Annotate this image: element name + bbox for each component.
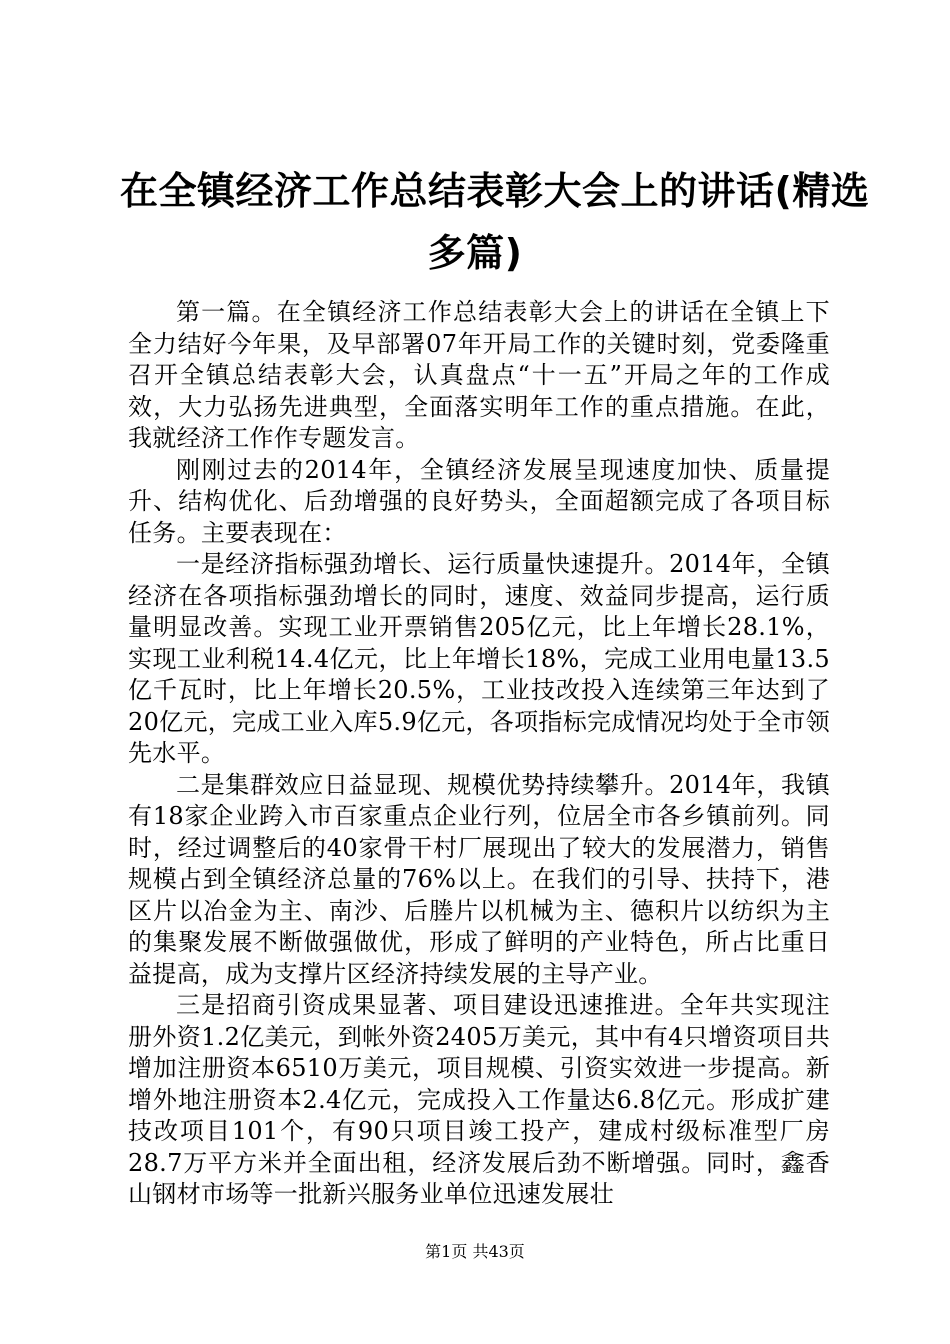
paragraph-intro: 第一篇。在全镇经济工作总结表彰大会上的讲话在全镇上下全力结好今年果，及早部署07年开局工作的关键时刻，党委隆重召开全镇总结表彰大会，认真盘点“十一五”开局之年的工作成效，大力弘扬先进典型，全面落实明年工作的重点措施。在此，我就经济工作作专题发言。 (128, 298, 830, 452)
paragraph-point-3: 三是招商引资成果显著、项目建设迅速推进。全年共实现注册外资1.2亿美元，到帐外资2405万美元，其中有4只增资项目共增加注册资本6510万美元，项目规模、引资实效进一步提高。新增外地注册资本2.4亿元，完成投入工作量达6.8亿元。形成扩建技改项目101个，有90只项目竣工投产，建成村级标准型厂房28.7万平方米并全面出租，经济发展后劲不断增强。同时，鑫香山钢材市场等一批新兴服务业单位迅速发展壮 (128, 991, 830, 1208)
paragraph-point-2: 二是集群效应日益显现、规模优势持续攀升。2014年，我镇有18家企业跨入市百家重点企业行列，位居全市各乡镇前列。同时，经过调整后的40家骨干村厂展现出了较大的发展潜力，销售规模占到全镇经济总量的76%以上。在我们的引导、扶持下，港区片以冶金为主、南沙、后塍片以机械为主、德积片以纺织为主的集聚发展不断做强做优，形成了鲜明的产业特色，所占比重日益提高，成为支撑片区经济持续发展的主导产业。 (128, 770, 830, 988)
paragraph-overview: 刚刚过去的2014年，全镇经济发展呈现速度加快、质量提升、结构优化、后劲增强的良好势头，全面超额完成了各项目标任务。主要表现在： (128, 455, 830, 547)
document-title-line-1: 在全镇经济工作总结表彰大会上的讲话(精选 (120, 169, 870, 213)
document-title (120, 160, 870, 284)
document-title-line-2: 多篇) (427, 231, 523, 275)
document-body (128, 297, 830, 1211)
paragraph-point-1: 一是经济指标强劲增长、运行质量快速提升。2014年，全镇经济在各项指标强劲增长的同时，速度、效益同步提高，运行质量明显改善。实现工业开票销售205亿元，比上年增长28.1%，实现工业利税14.4亿元，比上年增长18%，完成工业用电量13.5亿千瓦时，比上年增长20.5%，工业技改投入连续第三年达到了20亿元，完成工业入库5.9亿元，各项指标完成情况均处于全市领先水平。 (128, 550, 831, 767)
page-number-footer: 第1页 共43页 (425, 1242, 525, 1261)
